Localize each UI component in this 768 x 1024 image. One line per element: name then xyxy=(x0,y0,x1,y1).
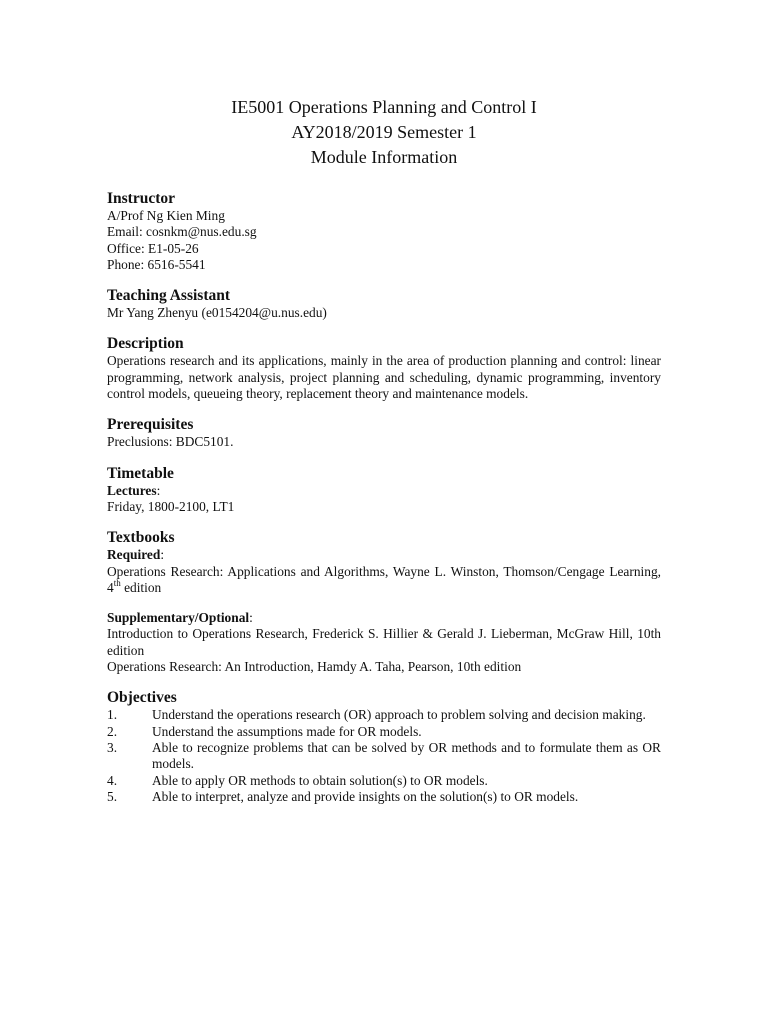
instructor-office: Office: E1-05-26 xyxy=(107,240,199,256)
required-textbook xyxy=(107,564,661,597)
objective-number: 2. xyxy=(107,723,118,739)
lectures-label-line xyxy=(107,483,661,499)
objective-number: 3. xyxy=(107,739,118,755)
spacer xyxy=(107,596,661,610)
heading-description: Description xyxy=(107,335,184,353)
prerequisites-text: Preclusions: BDC5101. xyxy=(107,434,234,450)
lectures-label: Lectures xyxy=(107,482,157,498)
instructor-email: Email: cosnkm@nus.edu.sg xyxy=(107,224,257,240)
required-textbook-text: Operations Research: Applications and Algorithms, Wayne L. Winston, Thomson/Cengage Learning, 4 xyxy=(107,563,661,595)
title-module-info: Module Information xyxy=(310,147,458,167)
objective-text: Understand the assumptions made for OR models. xyxy=(152,723,422,739)
heading-instructor: Instructor xyxy=(107,190,176,207)
section-teaching-assistant xyxy=(107,286,661,321)
lectures-colon: : xyxy=(156,482,161,498)
required-label-line xyxy=(107,547,661,563)
objective-item xyxy=(107,773,661,789)
heading-objectives: Objectives xyxy=(107,689,177,707)
supplementary-colon: : xyxy=(249,610,253,626)
section-objectives xyxy=(107,688,661,805)
required-label: Required xyxy=(107,547,161,563)
objective-item xyxy=(107,789,661,805)
document-title xyxy=(0,95,768,170)
required-textbook-sup: th xyxy=(113,577,121,588)
required-colon: : xyxy=(160,547,165,563)
supplementary-textbook-2: Operations Research: An Introduction, Hamdy A. Taha, Pearson, 10th edition xyxy=(107,659,522,675)
section-textbooks xyxy=(107,528,661,675)
objective-text: Able to apply OR methods to obtain solution(s) to OR models. xyxy=(152,772,488,788)
supplementary-label: Supplementary/Optional xyxy=(107,610,250,626)
objective-item xyxy=(107,707,661,723)
instructor-phone: Phone: 6516-5541 xyxy=(107,256,206,272)
objective-text: Able to interpret, analyze and provide insights on the solution(s) to OR models. xyxy=(152,788,579,804)
objective-item xyxy=(107,740,661,773)
ta-name: Mr Yang Zhenyu (e0154204@u.nus.edu) xyxy=(107,305,327,321)
document-body xyxy=(107,189,661,818)
description-text: Operations research and its applications, mainly in the area of production planning and control: linear programming, network analysis, project planning and scheduling, dynamic programming, inventory control models, queueing theory, replacement theory and maintenance models. xyxy=(107,353,661,402)
section-description xyxy=(107,334,661,402)
objective-text: Able to recognize problems that can be solved by OR methods and to formulate them as OR models. xyxy=(152,739,661,772)
heading-timetable: Timetable xyxy=(107,464,174,482)
objectives-list xyxy=(107,707,661,805)
section-timetable xyxy=(107,464,661,516)
supplementary-label-line xyxy=(107,610,661,626)
objective-number: 5. xyxy=(107,788,118,804)
objective-text: Understand the operations research (OR) approach to problem solving and decision making. xyxy=(152,707,646,723)
lectures-value: Friday, 1800-2100, LT1 xyxy=(107,498,235,514)
objective-number: 1. xyxy=(107,707,118,723)
objective-number: 4. xyxy=(107,772,118,788)
title-course: IE5001 Operations Planning and Control I xyxy=(231,97,537,117)
supplementary-textbook-1: Introduction to Operations Research, Frederick S. Hillier & Gerald J. Lieberman, McGraw Hill, 10th edition xyxy=(107,626,661,658)
section-prerequisites xyxy=(107,415,661,450)
heading-textbooks: Textbooks xyxy=(107,529,175,547)
required-textbook-suffix: edition xyxy=(120,579,162,595)
heading-teaching-assistant: Teaching Assistant xyxy=(107,287,231,305)
instructor-name: A/Prof Ng Kien Ming xyxy=(107,208,225,223)
objective-item xyxy=(107,724,661,740)
heading-prerequisites: Prerequisites xyxy=(107,416,194,434)
title-semester: AY2018/2019 Semester 1 xyxy=(291,122,477,142)
section-instructor xyxy=(107,189,661,273)
